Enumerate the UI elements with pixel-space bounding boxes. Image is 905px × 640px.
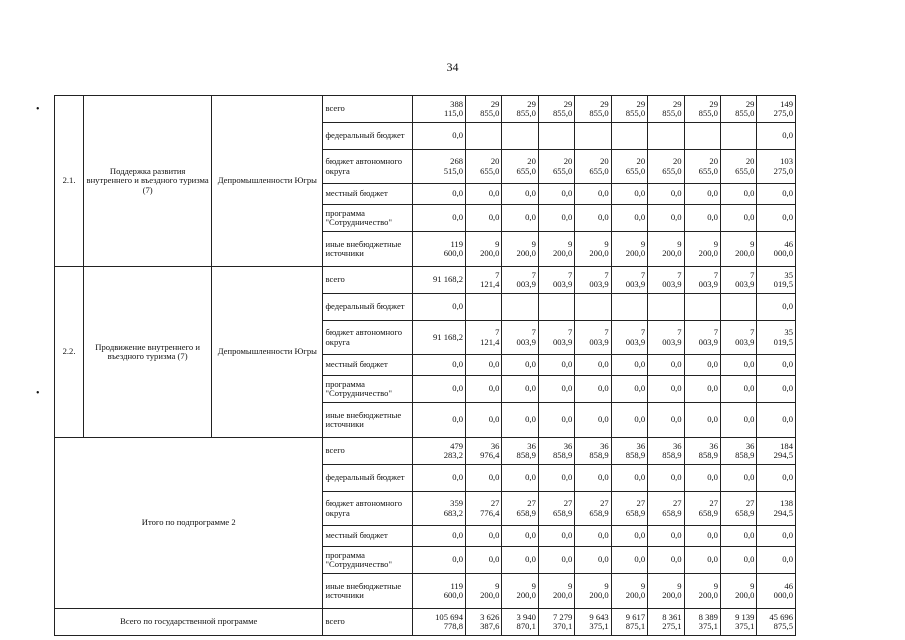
funding-source: программа "Сотрудничество" bbox=[323, 205, 413, 232]
year-value: 0,0 bbox=[611, 184, 647, 205]
period-value: 149 275,0 bbox=[757, 96, 796, 123]
year-value: 7 003,9 bbox=[575, 321, 611, 355]
year-value: 9 200,0 bbox=[720, 574, 756, 609]
funding-source: федеральный бюджет bbox=[323, 294, 413, 321]
year-value: 7 003,9 bbox=[502, 321, 538, 355]
year-value: 0,0 bbox=[502, 205, 538, 232]
funding-source: местный бюджет bbox=[323, 184, 413, 205]
funding-source: программа "Сотрудничество" bbox=[323, 547, 413, 574]
year-value: 36 858,9 bbox=[611, 438, 647, 465]
funding-source: федеральный бюджет bbox=[323, 465, 413, 492]
year-value: 0,0 bbox=[720, 184, 756, 205]
executor: Депромышленности Югры bbox=[212, 96, 323, 267]
funding-source: программа "Сотрудничество" bbox=[323, 376, 413, 403]
year-value: 27 658,9 bbox=[538, 492, 574, 526]
year-value: 27 658,9 bbox=[502, 492, 538, 526]
year-value: 9 200,0 bbox=[502, 574, 538, 609]
year-value: 7 003,9 bbox=[648, 267, 684, 294]
year-value bbox=[538, 294, 574, 321]
year-value: 0,0 bbox=[648, 465, 684, 492]
year-value: 0,0 bbox=[575, 205, 611, 232]
year-value: 0,0 bbox=[502, 465, 538, 492]
total-value: 0,0 bbox=[412, 355, 465, 376]
year-value: 0,0 bbox=[648, 403, 684, 438]
period-value: 0,0 bbox=[757, 294, 796, 321]
year-value bbox=[466, 123, 502, 150]
year-value: 29 855,0 bbox=[611, 96, 647, 123]
year-value: 9 200,0 bbox=[538, 232, 574, 267]
year-value: 0,0 bbox=[648, 205, 684, 232]
year-value bbox=[575, 123, 611, 150]
period-value: 0,0 bbox=[757, 376, 796, 403]
page-number: 34 bbox=[446, 60, 459, 74]
year-value bbox=[466, 294, 502, 321]
year-value: 9 200,0 bbox=[611, 232, 647, 267]
year-value: 0,0 bbox=[575, 465, 611, 492]
year-value: 9 139 375,1 bbox=[720, 609, 756, 636]
year-value: 0,0 bbox=[684, 205, 720, 232]
period-value: 46 000,0 bbox=[757, 232, 796, 267]
table-row bbox=[55, 267, 796, 294]
year-value: 0,0 bbox=[611, 355, 647, 376]
total-value: 0,0 bbox=[412, 376, 465, 403]
year-value: 27 658,9 bbox=[720, 492, 756, 526]
year-value: 0,0 bbox=[720, 355, 756, 376]
year-value bbox=[538, 123, 574, 150]
funding-source: местный бюджет bbox=[323, 355, 413, 376]
table-row bbox=[55, 609, 796, 636]
year-value: 0,0 bbox=[720, 526, 756, 547]
year-value: 0,0 bbox=[538, 526, 574, 547]
funding-source: иные внебюджетные источники bbox=[323, 403, 413, 438]
program-name: Продвижение внутреннего и въездного туризма (7) bbox=[84, 267, 212, 438]
year-value: 0,0 bbox=[502, 403, 538, 438]
total-value: 91 168,2 bbox=[412, 267, 465, 294]
year-value: 0,0 bbox=[502, 376, 538, 403]
year-value: 7 003,9 bbox=[720, 267, 756, 294]
funding-table bbox=[54, 95, 796, 636]
year-value: 27 776,4 bbox=[466, 492, 502, 526]
total-value: 268 515,0 bbox=[412, 150, 465, 184]
period-value: 35 019,5 bbox=[757, 321, 796, 355]
year-value: 7 121,4 bbox=[466, 267, 502, 294]
year-value: 0,0 bbox=[648, 355, 684, 376]
total-value: 105 694 778,8 bbox=[412, 609, 465, 636]
year-value: 0,0 bbox=[575, 403, 611, 438]
row-index: 2.1. bbox=[55, 96, 84, 267]
period-value: 0,0 bbox=[757, 184, 796, 205]
total-value: 119 600,0 bbox=[412, 232, 465, 267]
year-value: 8 389 375,1 bbox=[684, 609, 720, 636]
year-value: 9 200,0 bbox=[575, 574, 611, 609]
year-value: 27 658,9 bbox=[684, 492, 720, 526]
year-value: 0,0 bbox=[538, 376, 574, 403]
year-value: 7 003,9 bbox=[684, 267, 720, 294]
year-value: 0,0 bbox=[720, 465, 756, 492]
year-value bbox=[611, 123, 647, 150]
year-value: 7 003,9 bbox=[720, 321, 756, 355]
year-value bbox=[684, 294, 720, 321]
year-value: 0,0 bbox=[466, 205, 502, 232]
total-value: 91 168,2 bbox=[412, 321, 465, 355]
year-value: 0,0 bbox=[611, 376, 647, 403]
year-value: 0,0 bbox=[720, 403, 756, 438]
year-value: 0,0 bbox=[684, 355, 720, 376]
year-value: 0,0 bbox=[538, 205, 574, 232]
year-value: 0,0 bbox=[502, 547, 538, 574]
year-value: 9 200,0 bbox=[611, 574, 647, 609]
year-value: 20 655,0 bbox=[648, 150, 684, 184]
year-value: 0,0 bbox=[611, 205, 647, 232]
period-value: 0,0 bbox=[757, 123, 796, 150]
year-value: 0,0 bbox=[684, 184, 720, 205]
year-value: 3 940 870,1 bbox=[502, 609, 538, 636]
year-value: 7 003,9 bbox=[502, 267, 538, 294]
year-value bbox=[720, 294, 756, 321]
period-value: 35 019,5 bbox=[757, 267, 796, 294]
period-value: 0,0 bbox=[757, 547, 796, 574]
program-name: Поддержка развития внутреннего и въездного туризма (7) bbox=[84, 96, 212, 267]
year-value: 0,0 bbox=[575, 526, 611, 547]
year-value: 20 655,0 bbox=[502, 150, 538, 184]
period-value: 184 294,5 bbox=[757, 438, 796, 465]
year-value: 0,0 bbox=[538, 184, 574, 205]
year-value: 9 200,0 bbox=[684, 574, 720, 609]
total-value: 388 115,0 bbox=[412, 96, 465, 123]
year-value: 0,0 bbox=[575, 184, 611, 205]
funding-source: иные внебюджетные источники bbox=[323, 574, 413, 609]
funding-source: всего bbox=[323, 609, 413, 636]
year-value: 9 617 875,1 bbox=[611, 609, 647, 636]
year-value: 36 858,9 bbox=[575, 438, 611, 465]
year-value: 0,0 bbox=[684, 403, 720, 438]
period-value: 46 000,0 bbox=[757, 574, 796, 609]
year-value: 7 003,9 bbox=[538, 267, 574, 294]
year-value: 9 643 375,1 bbox=[575, 609, 611, 636]
year-value: 36 858,9 bbox=[538, 438, 574, 465]
year-value bbox=[720, 123, 756, 150]
year-value: 29 855,0 bbox=[648, 96, 684, 123]
year-value: 0,0 bbox=[575, 376, 611, 403]
year-value: 20 655,0 bbox=[611, 150, 647, 184]
year-value: 20 655,0 bbox=[538, 150, 574, 184]
period-value: 45 696 875,5 bbox=[757, 609, 796, 636]
margin-bullet: • bbox=[36, 388, 40, 399]
total-value: 119 600,0 bbox=[412, 574, 465, 609]
total-label: Итого по подпрограмме 2 bbox=[55, 438, 323, 609]
year-value: 36 858,9 bbox=[720, 438, 756, 465]
total-value: 0,0 bbox=[412, 403, 465, 438]
year-value: 29 855,0 bbox=[538, 96, 574, 123]
period-value: 0,0 bbox=[757, 526, 796, 547]
funding-source: бюджет автономного округа bbox=[323, 492, 413, 526]
year-value: 0,0 bbox=[611, 547, 647, 574]
table-row bbox=[55, 96, 796, 123]
year-value: 0,0 bbox=[466, 526, 502, 547]
total-value: 0,0 bbox=[412, 184, 465, 205]
year-value: 9 200,0 bbox=[466, 574, 502, 609]
year-value: 29 855,0 bbox=[720, 96, 756, 123]
year-value: 0,0 bbox=[611, 403, 647, 438]
year-value: 27 658,9 bbox=[648, 492, 684, 526]
year-value: 7 003,9 bbox=[538, 321, 574, 355]
year-value: 0,0 bbox=[466, 376, 502, 403]
year-value bbox=[502, 294, 538, 321]
period-value: 0,0 bbox=[757, 465, 796, 492]
year-value: 29 855,0 bbox=[575, 96, 611, 123]
total-value: 479 283,2 bbox=[412, 438, 465, 465]
year-value: 3 626 387,6 bbox=[466, 609, 502, 636]
year-value: 0,0 bbox=[684, 376, 720, 403]
funding-source: бюджет автономного округа bbox=[323, 150, 413, 184]
year-value: 9 200,0 bbox=[720, 232, 756, 267]
year-value: 0,0 bbox=[720, 205, 756, 232]
year-value: 9 200,0 bbox=[466, 232, 502, 267]
total-value: 0,0 bbox=[412, 526, 465, 547]
executor: Депромышленности Югры bbox=[212, 267, 323, 438]
year-value bbox=[575, 294, 611, 321]
year-value: 0,0 bbox=[466, 547, 502, 574]
year-value: 36 858,9 bbox=[684, 438, 720, 465]
total-label: Всего по государственной программе bbox=[55, 609, 323, 636]
year-value: 9 200,0 bbox=[684, 232, 720, 267]
year-value bbox=[648, 294, 684, 321]
year-value: 0,0 bbox=[684, 465, 720, 492]
year-value bbox=[611, 294, 647, 321]
year-value: 0,0 bbox=[538, 547, 574, 574]
year-value: 29 855,0 bbox=[502, 96, 538, 123]
year-value: 9 200,0 bbox=[648, 232, 684, 267]
year-value: 0,0 bbox=[648, 184, 684, 205]
period-value: 138 294,5 bbox=[757, 492, 796, 526]
year-value: 0,0 bbox=[538, 465, 574, 492]
year-value: 20 655,0 bbox=[466, 150, 502, 184]
total-value: 0,0 bbox=[412, 294, 465, 321]
year-value: 0,0 bbox=[466, 355, 502, 376]
total-value: 0,0 bbox=[412, 123, 465, 150]
total-value: 0,0 bbox=[412, 205, 465, 232]
row-index: 2.2. bbox=[55, 267, 84, 438]
year-value: 7 003,9 bbox=[648, 321, 684, 355]
year-value bbox=[502, 123, 538, 150]
year-value: 9 200,0 bbox=[538, 574, 574, 609]
year-value: 0,0 bbox=[502, 526, 538, 547]
year-value: 27 658,9 bbox=[575, 492, 611, 526]
year-value: 7 003,9 bbox=[575, 267, 611, 294]
year-value: 7 003,9 bbox=[684, 321, 720, 355]
year-value: 0,0 bbox=[648, 376, 684, 403]
funding-source: всего bbox=[323, 96, 413, 123]
year-value: 36 858,9 bbox=[648, 438, 684, 465]
year-value: 0,0 bbox=[720, 547, 756, 574]
year-value: 0,0 bbox=[538, 355, 574, 376]
year-value: 29 855,0 bbox=[466, 96, 502, 123]
period-value: 103 275,0 bbox=[757, 150, 796, 184]
year-value: 0,0 bbox=[575, 547, 611, 574]
year-value: 20 655,0 bbox=[575, 150, 611, 184]
year-value: 0,0 bbox=[502, 355, 538, 376]
year-value: 9 200,0 bbox=[502, 232, 538, 267]
year-value bbox=[648, 123, 684, 150]
year-value: 0,0 bbox=[466, 465, 502, 492]
year-value: 0,0 bbox=[648, 547, 684, 574]
year-value: 36 976,4 bbox=[466, 438, 502, 465]
year-value: 8 361 275,1 bbox=[648, 609, 684, 636]
margin-bullet: • bbox=[36, 104, 40, 115]
year-value: 0,0 bbox=[466, 403, 502, 438]
year-value: 0,0 bbox=[466, 184, 502, 205]
year-value: 9 200,0 bbox=[648, 574, 684, 609]
table-row bbox=[55, 438, 796, 465]
year-value: 0,0 bbox=[684, 547, 720, 574]
year-value: 7 003,9 bbox=[611, 321, 647, 355]
funding-source: бюджет автономного округа bbox=[323, 321, 413, 355]
year-value: 0,0 bbox=[720, 376, 756, 403]
year-value: 0,0 bbox=[611, 526, 647, 547]
year-value: 0,0 bbox=[684, 526, 720, 547]
funding-source: всего bbox=[323, 438, 413, 465]
year-value: 20 655,0 bbox=[720, 150, 756, 184]
period-value: 0,0 bbox=[757, 205, 796, 232]
year-value: 7 279 370,1 bbox=[538, 609, 574, 636]
year-value: 0,0 bbox=[611, 465, 647, 492]
period-value: 0,0 bbox=[757, 403, 796, 438]
year-value: 0,0 bbox=[538, 403, 574, 438]
year-value bbox=[684, 123, 720, 150]
funding-source: федеральный бюджет bbox=[323, 123, 413, 150]
year-value: 7 121,4 bbox=[466, 321, 502, 355]
year-value: 7 003,9 bbox=[611, 267, 647, 294]
year-value: 0,0 bbox=[575, 355, 611, 376]
total-value: 0,0 bbox=[412, 465, 465, 492]
funding-source: местный бюджет bbox=[323, 526, 413, 547]
funding-source: всего bbox=[323, 267, 413, 294]
period-value: 0,0 bbox=[757, 355, 796, 376]
year-value: 29 855,0 bbox=[684, 96, 720, 123]
year-value: 0,0 bbox=[648, 526, 684, 547]
total-value: 0,0 bbox=[412, 547, 465, 574]
year-value: 27 658,9 bbox=[611, 492, 647, 526]
year-value: 0,0 bbox=[502, 184, 538, 205]
year-value: 36 858,9 bbox=[502, 438, 538, 465]
year-value: 20 655,0 bbox=[684, 150, 720, 184]
year-value: 9 200,0 bbox=[575, 232, 611, 267]
total-value: 359 683,2 bbox=[412, 492, 465, 526]
funding-source: иные внебюджетные источники bbox=[323, 232, 413, 267]
